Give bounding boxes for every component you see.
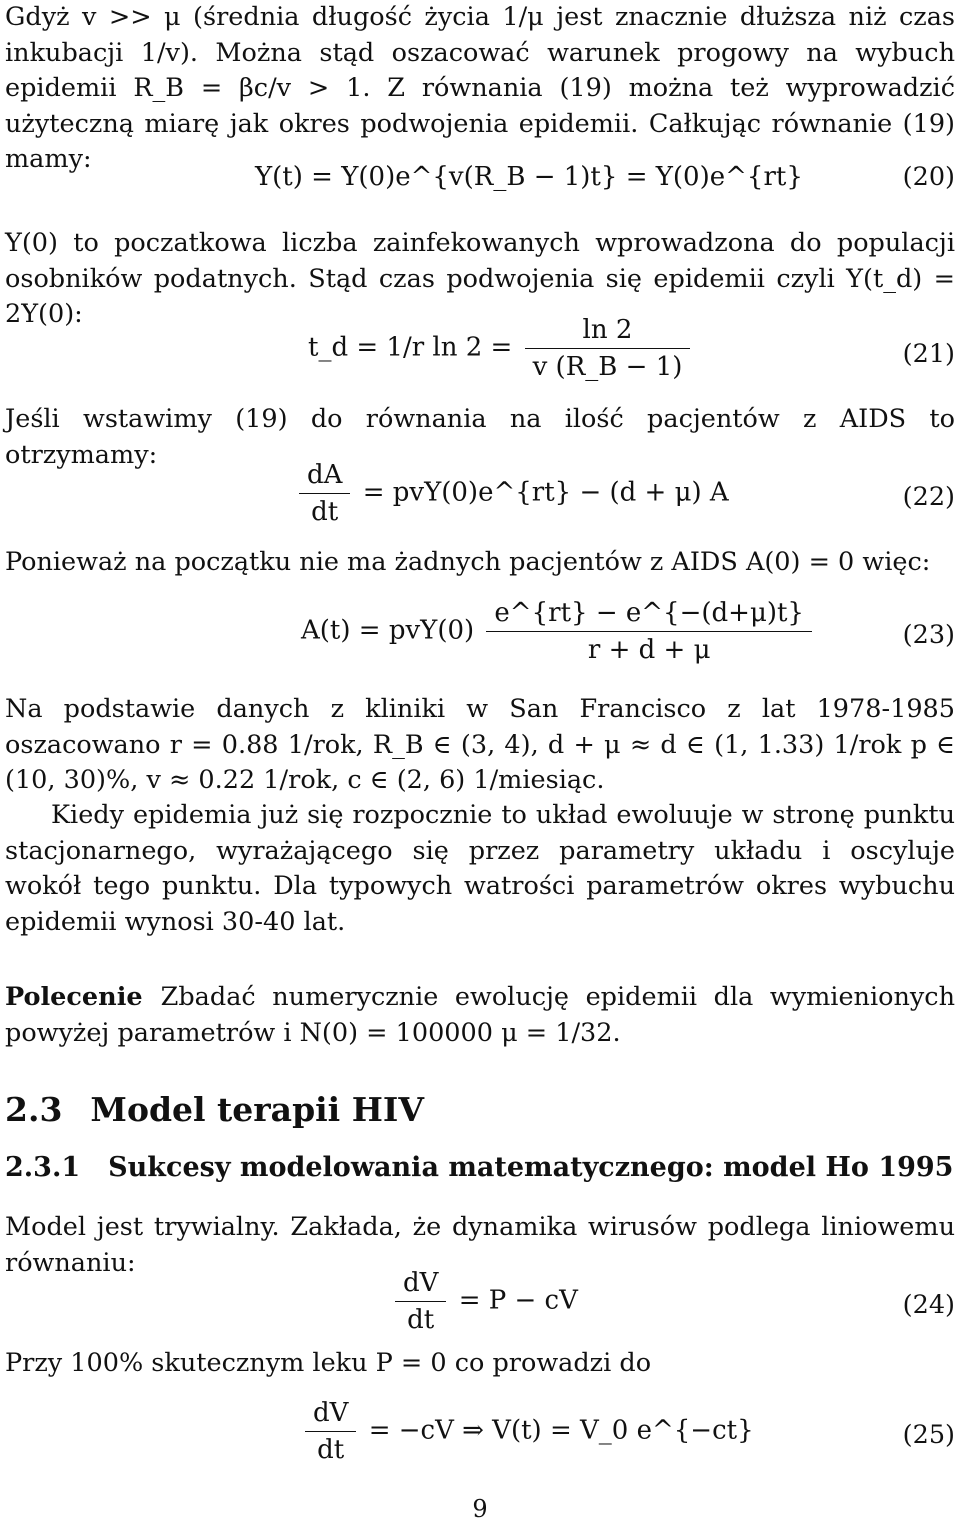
equation-25-denominator: dt bbox=[305, 1431, 356, 1465]
paragraph-1 bbox=[5, 0, 955, 178]
paragraph-4-text: Ponieważ na początku nie ma żadnych pacjentów z AIDS A(0) = 0 więc: bbox=[5, 547, 931, 577]
equation-21-number: (21) bbox=[902, 339, 955, 369]
equation-25-rhs: = −cV ⇒ V(t) = V_0 e^{−ct} bbox=[368, 1415, 754, 1446]
equation-22 bbox=[5, 460, 955, 540]
paragraph-7-text: Zbadać numerycznie ewolucję epidemii dla wymienionych powyżej parametrów i N(0) = 100000 μ = 1/32. bbox=[5, 982, 955, 1048]
subsection-title: Sukcesy modelowania matematycznego: model Ho 1995 bbox=[108, 1152, 954, 1183]
equation-21-numerator: ln 2 bbox=[582, 315, 633, 345]
equation-22-denominator: dt bbox=[299, 493, 350, 527]
equation-21 bbox=[5, 315, 955, 395]
paragraph-9-text: Przy 100% skutecznym leku P = 0 co prowadzi do bbox=[5, 1348, 652, 1378]
equation-25-numerator: dV bbox=[313, 1398, 349, 1428]
paragraph-9 bbox=[5, 1346, 955, 1382]
equation-23 bbox=[5, 598, 955, 682]
subsection-number: 2.3.1 bbox=[5, 1152, 81, 1183]
paragraph-6 bbox=[5, 798, 955, 940]
equation-21-denominator: v (R_B − 1) bbox=[525, 348, 691, 382]
section-number: 2.3 bbox=[5, 1090, 63, 1129]
equation-20 bbox=[5, 162, 955, 222]
equation-23-numerator: e^{rt} − e^{−(d+μ)t} bbox=[494, 598, 804, 628]
equation-22-numerator: dA bbox=[307, 460, 343, 490]
paragraph-2-text: Y(0) to poczatkowa liczba zainfekowanych wprowadzona do populacji osobników podatnych. Stąd czas podwojenia się epidemii czyli Y(t_d) = 2Y(0): bbox=[5, 228, 955, 329]
paragraph-5 bbox=[5, 692, 955, 799]
paragraph-1-text: Gdyż v >> μ (średnia długość życia 1/μ jest znacznie dłuższa niż czas inkubacji 1/v). Można stąd oszacować warunek progowy na wybuch epidemii R_B = βc/v > 1. Z równania (19) można też wyprowadzić użyteczną miarę jak okres podwojenia epidemii. Całkując równanie (19) mamy: bbox=[5, 2, 955, 174]
equation-25 bbox=[5, 1398, 955, 1478]
equation-24-rhs: = P − cV bbox=[458, 1285, 578, 1316]
page-number: 9 bbox=[472, 1495, 488, 1523]
section-heading-2-3 bbox=[5, 1090, 424, 1129]
equation-24-numerator: dV bbox=[403, 1268, 439, 1298]
equation-23-denominator: r + d + μ bbox=[486, 631, 812, 665]
section-title: Model terapii HIV bbox=[90, 1090, 424, 1129]
equation-24-fraction bbox=[395, 1268, 446, 1335]
equation-22-fraction bbox=[299, 460, 350, 527]
equation-22-number: (22) bbox=[902, 482, 955, 512]
paragraph-3-text: Jeśli wstawimy (19) do równania na ilość pacjentów z AIDS to otrzymamy: bbox=[5, 404, 955, 470]
equation-22-rhs: = pvY(0)e^{rt} − (d + μ) A bbox=[362, 477, 729, 508]
equation-24-number: (24) bbox=[902, 1290, 955, 1320]
equation-23-number: (23) bbox=[902, 620, 955, 650]
equation-21-fraction bbox=[525, 315, 691, 382]
paragraph-5-text: Na podstawie danych z kliniki w San Francisco z lat 1978-1985 oszacowano r = 0.88 1/rok, R_B ∈ (3, 4), d + μ ≈ d ∈ (1, 1.33) 1/rok p ∈ (10, 30)%, v ≈ 0.22 1/rok, c ∈ (2, 6) 1/miesiąc. bbox=[5, 694, 955, 795]
paragraph-4 bbox=[5, 545, 955, 581]
equation-23-lhs: A(t) = pvY(0) bbox=[301, 615, 475, 646]
paragraph-7 bbox=[5, 980, 955, 1051]
equation-20-body: Y(t) = Y(0)e^{v(R_B − 1)t} = Y(0)e^{rt} bbox=[255, 162, 803, 192]
equation-24-denominator: dt bbox=[395, 1301, 446, 1335]
equation-20-number: (20) bbox=[902, 162, 955, 192]
equation-25-number: (25) bbox=[902, 1420, 955, 1450]
paragraph-6-text: Kiedy epidemia już się rozpocznie to układ ewoluuje w stronę punktu stacjonarnego, wyrażającego się przez parametry układu i oscyluje wokół tego punktu. Dla typowych watrości parametrów okres wybuchu epidemii wynosi 30-40 lat. bbox=[5, 800, 955, 937]
equation-25-fraction bbox=[305, 1398, 356, 1465]
task-label: Polecenie bbox=[5, 982, 143, 1012]
equation-23-fraction bbox=[486, 598, 812, 665]
equation-24 bbox=[5, 1268, 955, 1348]
subsection-heading-2-3-1 bbox=[5, 1152, 953, 1183]
paragraph-8-text: Model jest trywialny. Zakłada, że dynamika wirusów podlega liniowemu równaniu: bbox=[5, 1212, 955, 1278]
equation-21-lhs: t_d = 1/r ln 2 = bbox=[308, 332, 513, 363]
